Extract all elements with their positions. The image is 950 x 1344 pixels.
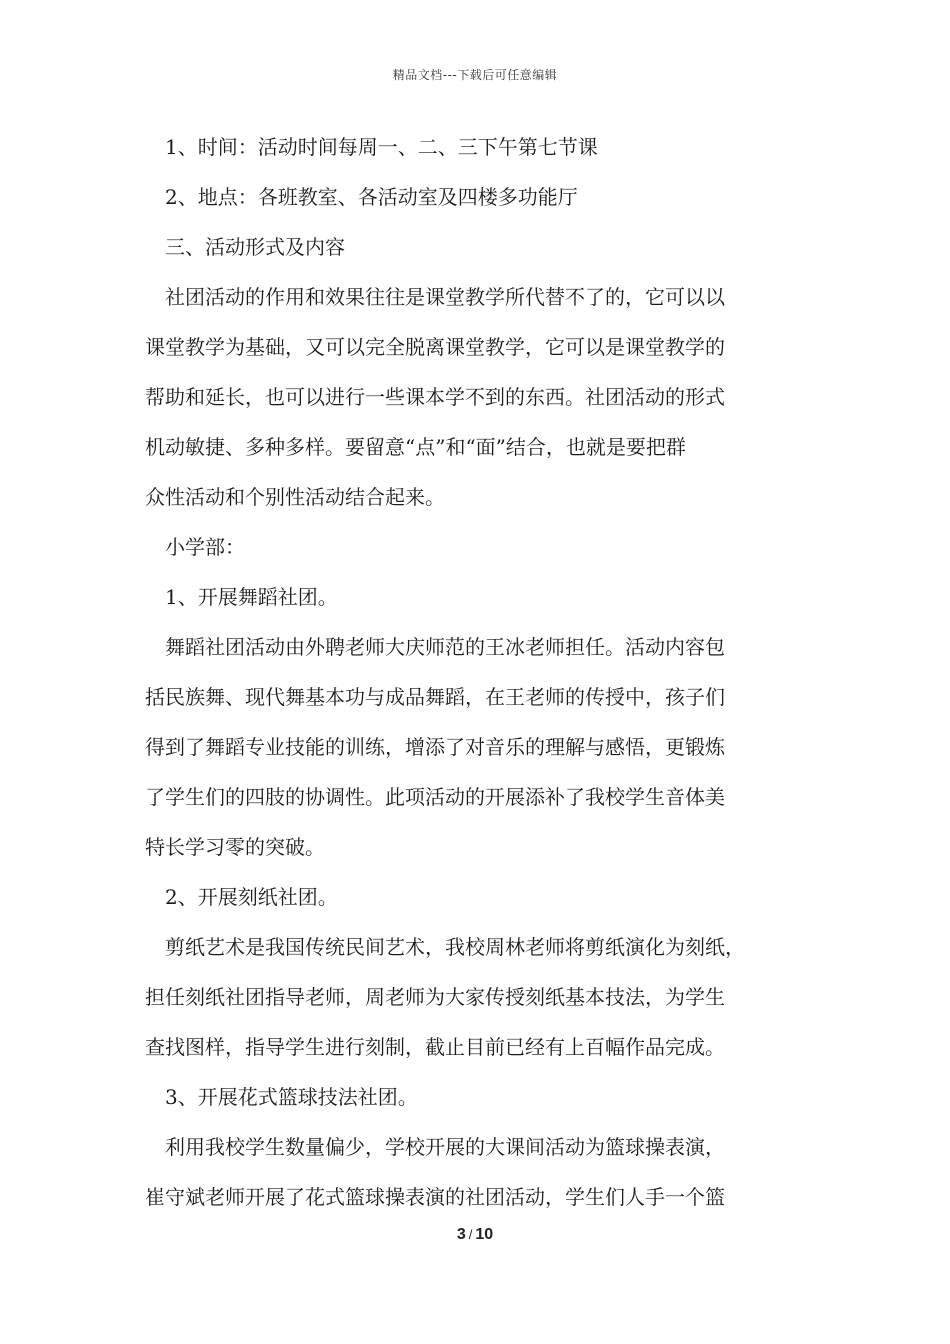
item-heading: 1、开展舞蹈社团。 <box>165 585 338 609</box>
paragraph-line: 括民族舞、现代舞基本功与成品舞蹈，在王老师的传授中，孩子们 <box>145 685 725 709</box>
text-line: 2、地点：各班教室、各活动室及四楼多功能厅 <box>165 185 578 209</box>
paragraph-line: 担任刻纸社团指导老师，周老师为大家传授刻纸基本技法，为学生 <box>145 985 725 1009</box>
paragraph-line: 课堂教学为基础，又可以完全脱离课堂教学，它可以是课堂教学的 <box>145 335 725 359</box>
paragraph-line: 剪纸艺术是我国传统民间艺术，我校周林老师将剪纸演化为刻纸， <box>165 935 745 959</box>
section-heading: 三、活动形式及内容 <box>165 235 345 259</box>
total-pages: 10 <box>475 1226 494 1243</box>
item-heading: 2、开展刻纸社团。 <box>165 885 338 909</box>
paragraph-line: 社团活动的作用和效果往往是课堂教学所代替不了的，它可以以 <box>165 285 725 309</box>
paragraph-line: 了学生们的四肢的协调性。此项活动的开展添补了我校学生音体美 <box>145 785 725 809</box>
paragraph-line: 崔守斌老师开展了花式篮球操表演的社团活动，学生们人手一个篮 <box>145 1185 725 1209</box>
page-number <box>0 1226 950 1244</box>
paragraph-line: 查找图样，指导学生进行刻制，截止目前已经有上百幅作品完成。 <box>145 1035 725 1059</box>
item-heading: 3、开展花式篮球技法社团。 <box>165 1085 418 1109</box>
paragraph-line: 机动敏捷、多种多样。要留意“点”和“面”结合，也就是要把群 <box>145 435 686 459</box>
page-separator: / <box>468 1227 473 1242</box>
paragraph-line: 帮助和延长，也可以进行一些课本学不到的东西。社团活动的形式 <box>145 385 725 409</box>
paragraph-line: 舞蹈社团活动由外聘老师大庆师范的王冰老师担任。活动内容包 <box>165 635 725 659</box>
subsection-heading: 小学部： <box>165 535 245 559</box>
text-line: 1、时间：活动时间每周一、二、三下午第七节课 <box>165 135 598 159</box>
current-page: 3 <box>456 1226 466 1243</box>
paragraph-line: 特长学习零的突破。 <box>145 835 325 859</box>
paragraph-line: 利用我校学生数量偏少，学校开展的大课间活动为篮球操表演， <box>165 1135 725 1159</box>
page-header: 精品文档---下载后可任意编辑 <box>392 68 558 82</box>
paragraph-line: 得到了舞蹈专业技能的训练，增添了对音乐的理解与感悟，更锻炼 <box>145 735 725 759</box>
paragraph-line: 众性活动和个别性活动结合起来。 <box>145 485 445 509</box>
document-body <box>145 122 817 1222</box>
